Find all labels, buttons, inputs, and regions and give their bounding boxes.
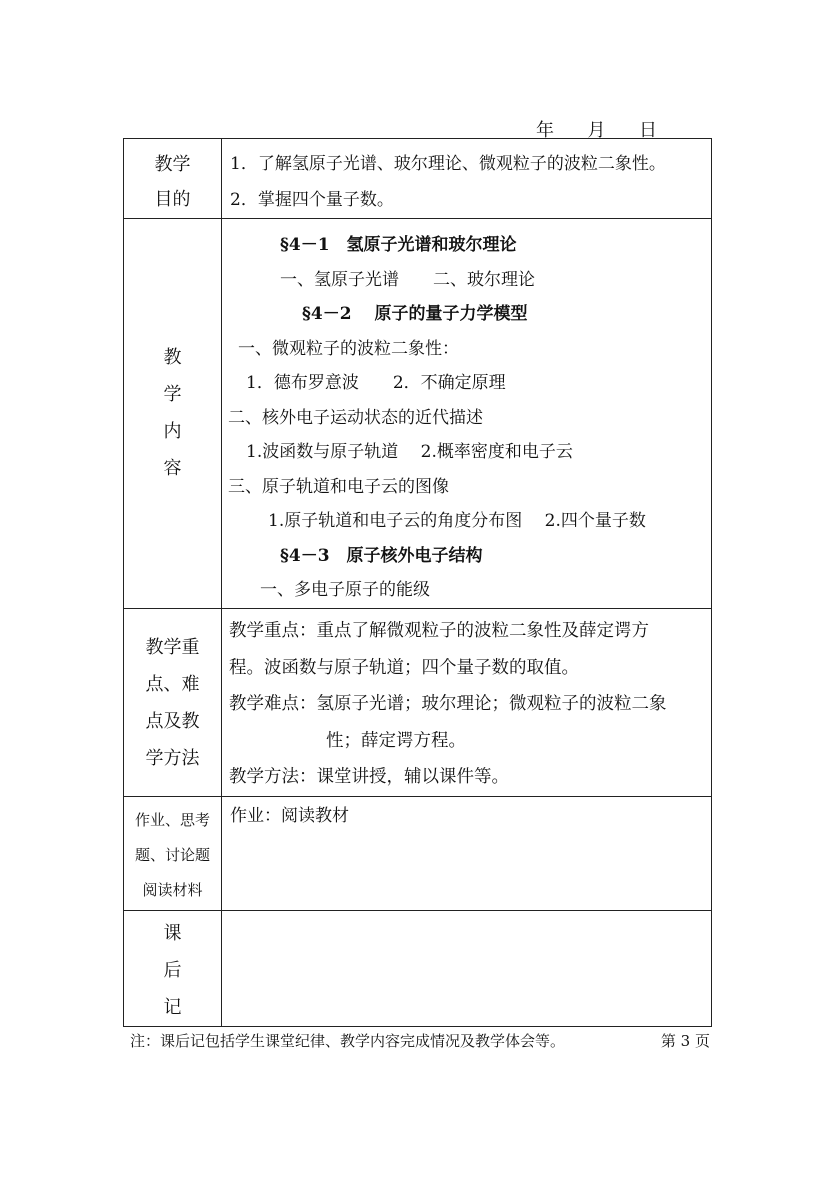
objective-line-1: 1．了解氢原子光谱、玻尔理论、微观粒子的波粒二象性。	[230, 154, 666, 174]
objective-label	[124, 139, 222, 219]
label-line: 教学重	[145, 637, 200, 658]
notes-text	[222, 911, 711, 917]
footer	[130, 1030, 710, 1051]
lesson-plan-table	[123, 138, 712, 1027]
content-body	[222, 219, 712, 609]
difficult-points-line-1: 教学难点：氢原子光谱；玻尔理论；微观粒子的波粒二象	[229, 694, 667, 714]
focus-row	[124, 609, 712, 797]
section-4-3-title: §4－3 原子核外电子结构	[280, 545, 483, 566]
notes-body	[222, 911, 712, 1027]
section-4-3-items: 一、多电子原子的能级	[260, 580, 430, 600]
label-line: 容	[163, 458, 182, 479]
key-points-line-1: 教学重点：重点了解微观粒子的波粒二象性及薛定谔方	[229, 621, 649, 641]
label-line: 阅读材料	[142, 881, 203, 899]
content-label	[124, 219, 222, 609]
label-line: 后	[163, 960, 182, 981]
focus-label	[124, 609, 222, 797]
section-4-2-point-3: 三、原子轨道和电子云的图像	[228, 476, 449, 497]
key-points-line-2: 程。波函数与原子轨道；四个量子数的取值。	[229, 657, 579, 678]
teaching-method-line: 教学方法：课堂讲授，辅以课件等。	[229, 767, 509, 787]
label-line: 记	[163, 997, 182, 1018]
day-label: 日	[638, 120, 657, 141]
label-line: 课	[163, 923, 182, 944]
notes-label	[124, 911, 222, 1027]
section-4-2-point-2-items: 1.波函数与原子轨道 2.概率密度和电子云	[246, 442, 573, 462]
section-4-2-point-2: 二、核外电子运动状态的近代描述	[228, 407, 483, 428]
month-label: 月	[587, 120, 606, 141]
difficult-points-line-2: 性；薛定谔方程。	[326, 730, 466, 751]
label-line: 学	[163, 384, 182, 405]
homework-row	[124, 797, 712, 911]
label-line: 学方法	[145, 748, 200, 769]
homework-label	[124, 797, 222, 911]
label-line: 教	[163, 347, 182, 368]
section-4-1-items: 一、氢原子光谱 二、玻尔理论	[280, 269, 535, 290]
homework-body	[222, 797, 712, 911]
year-label: 年	[536, 120, 554, 141]
label-line: 内	[163, 421, 182, 442]
notes-row	[124, 911, 712, 1027]
focus-body	[222, 609, 712, 797]
page-number: 第 3 页	[660, 1032, 710, 1050]
label-line: 点及教	[145, 711, 200, 732]
homework-text: 作业：阅读教材	[230, 806, 349, 826]
label-line: 题、讨论题	[134, 846, 210, 864]
label-line: 教学	[154, 154, 191, 175]
section-4-1-title: §4－1 氢原子光谱和玻尔理论	[280, 235, 517, 255]
section-4-2-point-1: 一、微观粒子的波粒二象性：	[238, 338, 459, 359]
footer-note: 注：课后记包括学生课堂纪律、教学内容完成情况及教学体会等。	[130, 1032, 566, 1050]
content-row	[124, 219, 712, 609]
section-4-2-title: §4－2 原子的量子力学模型	[302, 304, 528, 324]
label-line: 点、难	[145, 674, 200, 695]
objective-line-2: 2．掌握四个量子数。	[230, 190, 394, 210]
section-4-2-point-3-items: 1.原子轨道和电子云的角度分布图 2.四个量子数	[268, 511, 646, 531]
objective-row	[124, 139, 712, 219]
label-line: 目的	[154, 189, 191, 210]
section-4-2-point-1-items: 1．德布罗意波 2．不确定原理	[246, 373, 506, 393]
objective-body	[222, 139, 712, 219]
label-line: 作业、思考	[134, 811, 210, 829]
